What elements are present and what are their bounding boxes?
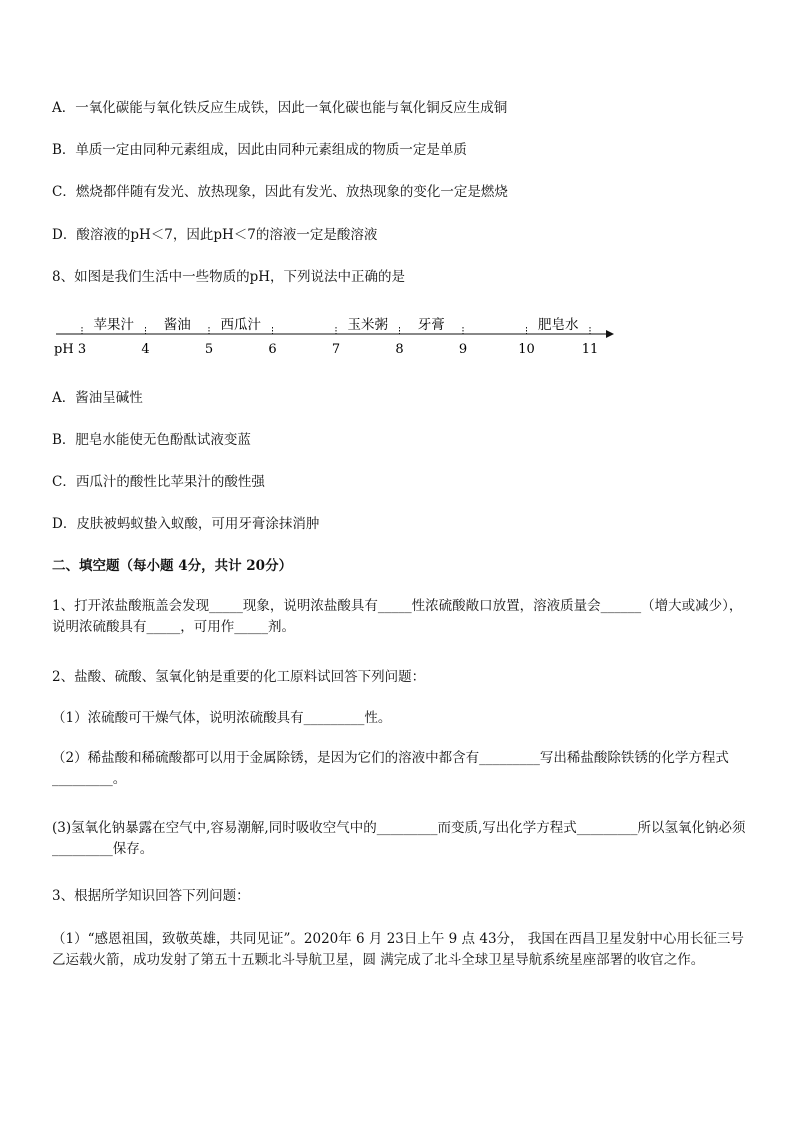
- fill1-text: 1、打开浓盐酸瓶盖会发现_____现象，说明浓盐酸具有_____性浓硫酸敞口放置，溶液质量会______（增大或减少），说明浓硫酸具有_____，可用作_____剂。: [52, 598, 743, 635]
- section2-title: 二、填空题（每小题 4分，共计 20分）: [52, 558, 293, 574]
- ph-tick-label: 6: [268, 342, 277, 357]
- ph-tick-label: 5: [204, 342, 214, 357]
- q7-option-c: C．燃烧都伴随有发光、放热现象，因此有发光、放热现象的变化一定是燃烧: [52, 184, 508, 200]
- ph-axis-prefix: pH: [54, 342, 74, 357]
- ph-substance-label: 苹果汁: [93, 317, 134, 333]
- ph-scale-figure: [52, 312, 632, 364]
- ph-tick-label: 7: [331, 342, 341, 357]
- ph-tick-label: 10: [518, 342, 535, 357]
- q7-option-d: D．酸溶液的pH＜7，因此pH＜7的溶液一定是酸溶液: [52, 227, 378, 243]
- q7-option-a: A．一氧化碳能与氧化铁反应生成铁，因此一氧化碳也能与氧化铜反应生成铜: [52, 100, 508, 116]
- q8-option-d: D．皮肤被蚂蚁蛰入蚁酸，可用牙膏涂抹消肿: [52, 516, 320, 532]
- q8-stem: 8、如图是我们生活中一些物质的pH，下列说法中正确的是: [52, 269, 406, 285]
- ph-substance-label: 牙膏: [417, 317, 445, 333]
- ph-tick-label: 8: [395, 342, 404, 357]
- ph-tick-label: 11: [581, 342, 599, 357]
- ph-tick-label: 4: [141, 342, 150, 357]
- q8-option-c: C．西瓜汁的酸性比苹果汁的酸性强: [52, 474, 265, 490]
- ph-tick-label: 3: [77, 342, 87, 357]
- fill2-sub2: （2）稀盐酸和稀硫酸都可以用于金属除锈，是因为它们的溶液中都含有_________写出稀盐酸除铁锈的化学方程式_________。: [52, 750, 729, 787]
- q8-option-b: B．肥皂水能使无色酚酞试液变蓝: [52, 432, 251, 448]
- ph-substance-label: 酱油: [163, 317, 191, 333]
- fill3-stem: 3、根据所学知识回答下列问题：: [52, 888, 250, 904]
- fill2-sub3: (3)氢氧化钠暴露在空气中,容易潮解,同时吸收空气中的_________而变质,写出化学方程式_________所以氢氧化钠必须_________保存。: [52, 820, 746, 857]
- ph-substance-label: 玉米粥: [347, 317, 388, 333]
- ph-tick-label: 9: [458, 342, 468, 357]
- fill2-sub1: （1）浓硫酸可干燥气体，说明浓硫酸具有_________性。: [52, 710, 392, 726]
- q7-option-b: B．单质一定由同种元素组成，因此由同种元素组成的物质一定是单质: [52, 142, 467, 158]
- ph-axis-arrow: [606, 330, 614, 338]
- fill3-sub1: （1）“感恩祖国，致敬英雄，共同见证”。2020年 6 月 23日上午 9 点 43分， 我国在西昌卫星发射中心用长征三号乙运载火箭，成功发射了第五十五颗北斗导航卫星，圆 满完成了北斗全球卫星导航系统星座部署的收官之作。: [52, 931, 744, 968]
- fill2-stem: 2、盐酸、硫酸、氢氧化钠是重要的化工原料试回答下列问题：: [52, 669, 426, 685]
- q8-option-a: A．酱油呈碱性: [52, 390, 143, 406]
- ph-substance-label: 西瓜汁: [220, 317, 261, 333]
- ph-substance-label: 肥皂水: [538, 317, 579, 333]
